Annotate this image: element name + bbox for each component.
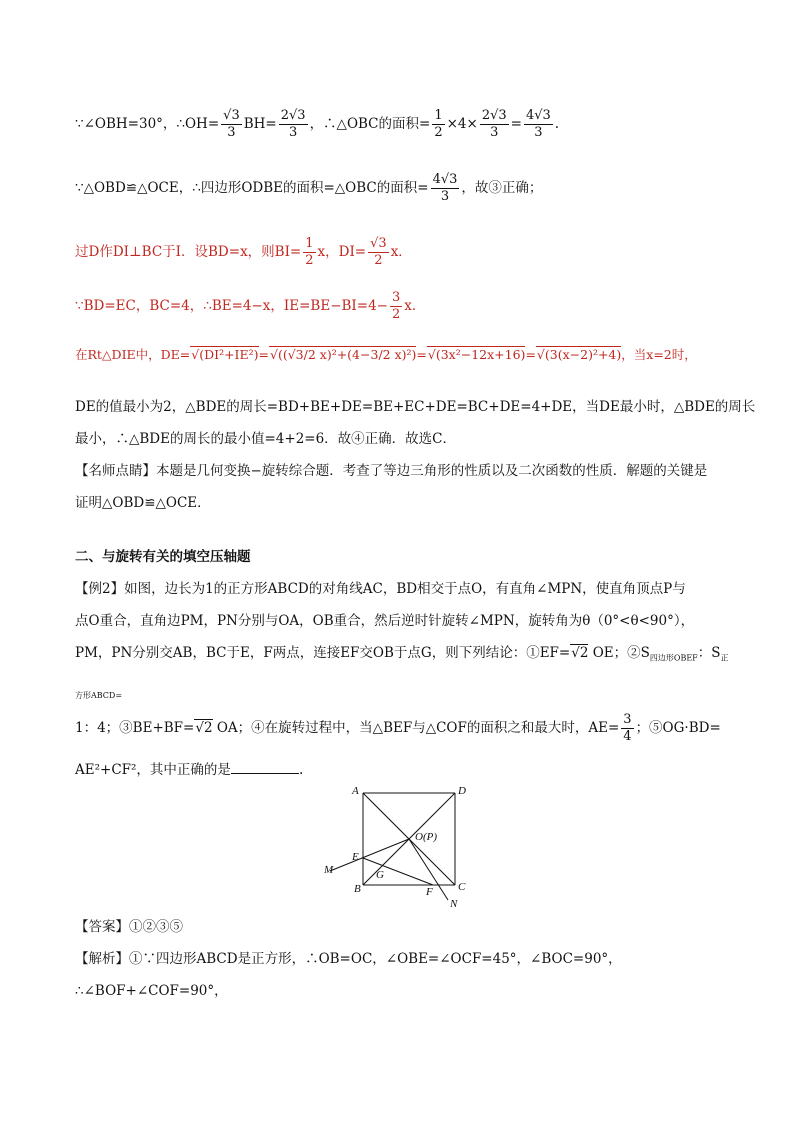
fraction: $\frac{1}{2}$ (305, 236, 314, 268)
label-o: O(P) (415, 831, 437, 843)
solution-line-5: 在Rt△DIE中，DE=√(DI²+IE²)=√((√3/2 x)²+(4−3/2 x)²)=√(3x²−12x+16)=√(3(x−2)²+4)，当x=2时， (75, 347, 697, 362)
label-n: N (450, 898, 458, 910)
label-a: A (352, 785, 359, 797)
solution-line-3: 过D作DI⊥BC于I．设BD=x，则BI= $\frac{1}{2}$ x，DI= $\frac{√3}{2}$ x． (75, 236, 412, 268)
solution-line-6: DE的值最小为2，△BDE的周长=BD+BE+DE=BE+EC+DE=BC+DE=4+DE，当DE最小时，△BDE的周长 (75, 399, 756, 415)
label-g: G (376, 869, 384, 881)
fraction: $\frac{√3}{2}$ (370, 236, 387, 268)
example-line-5: AE²+CF²，其中正确的是 . (75, 762, 304, 778)
solution-line-4: ∵BD=EC，BC=4，∴BE=4−x，IE=BE−BI=4− $\frac{3}{2}$ x． (75, 290, 426, 322)
example-line-3: PM，PN分别交AB，BC于E，F两点，连接EF交OB于点G，则下列结论：①EF=√2 OE；$②S_{四边形OBEF}$：$S_正$ (75, 645, 729, 663)
section-heading: 二、与旋转有关的填空压轴题 (75, 549, 251, 565)
answer-blank (231, 760, 299, 774)
solution-line-2: ∵△OBD≌△OCE，∴四边形ODBE的面积=△OBC的面积= $\frac{4√3}{3}$ ，故③正确； (75, 172, 543, 204)
segment-ef (363, 858, 433, 885)
answer-line: 【答案】①②③⑤ (75, 919, 183, 935)
label-e: E (352, 851, 359, 863)
fraction: $\frac{3}{4}$ (623, 712, 632, 744)
fraction: $\frac{4√3}{3}$ (432, 172, 458, 204)
solution-line-1: ∵∠OBH=30°，∴OH= $\frac{√3}{3}$ BH= $\frac{2√3}{3}$ ，∴△OBC的面积= $\frac{1}{2}$ ×4× $\frac{2√3}{3}$ = $\frac{4√3}{3}$ . (75, 108, 560, 140)
example-line-4: 1：4；③BE+BF=√2 OA；④在旋转过程中，当△BEF与△COF的面积之和最大时，AE= $\frac{3}{4}$ ；⑤OG·BD= (75, 712, 721, 744)
label-f: F (426, 886, 433, 898)
analysis-line-1: 【解析】①∵四边形ABCD是正方形，∴OB=OC，∠OBE=∠OCF=45°，∠BOC=90°， (75, 951, 622, 967)
fraction: $\frac{3}{2}$ (391, 290, 401, 322)
square-rotation-figure (320, 780, 480, 910)
teacher-note-line-2: 证明△OBD≌△OCE． (75, 495, 211, 511)
ray-pm (330, 839, 409, 871)
label-m: M (324, 864, 334, 876)
fraction: $\frac{4√3}{3}$ (525, 108, 551, 140)
fraction: $\frac{2√3}{3}$ (481, 108, 507, 140)
example-line-2: 点O重合，直角边PM，PN分别与OA，OB重合，然后逆时针旋转∠MPN，旋转角为θ（0°<θ<90°）， (75, 613, 695, 629)
fraction: $\frac{1}{2}$ (434, 108, 443, 140)
example-line-3-sub: 方形ABCD= (75, 691, 123, 700)
label-b: B (354, 883, 361, 895)
teacher-note-line-1: 【名师点睛】本题是几何变换−旋转综合题．考查了等边三角形的性质以及二次函数的性质．解题的关键是 (75, 463, 708, 479)
solution-line-7: 最小，∴△BDE的周长的最小值=4+2=6．故④正确．故选C． (75, 431, 457, 447)
example-line-1: 【例2】如图，边长为1的正方形ABCD的对角线AC，BD相交于点O，有直角∠MPN，使直角顶点P与 (75, 581, 686, 597)
analysis-line-2: ∴∠BOF+∠COF=90°， (75, 983, 228, 999)
fraction: $\frac{2√3}{3}$ (280, 108, 306, 140)
label-c: C (458, 881, 466, 893)
label-d: D (458, 785, 466, 797)
fraction: $\frac{√3}{3}$ (223, 108, 240, 140)
